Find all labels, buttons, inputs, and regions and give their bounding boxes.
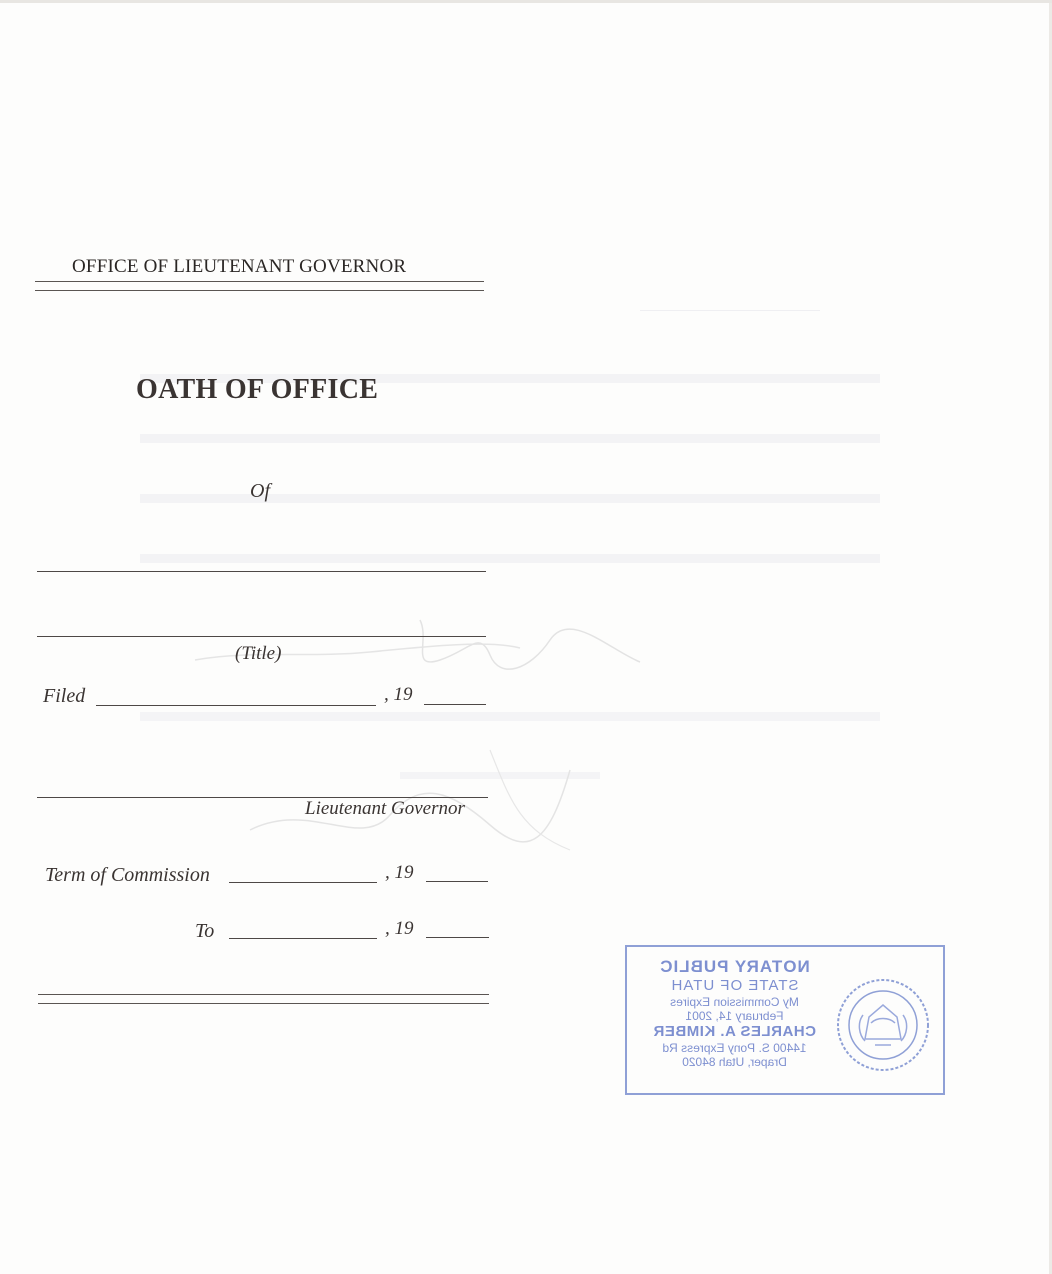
name-line[interactable] (37, 571, 486, 572)
term-start-line[interactable] (229, 882, 377, 883)
to-label: To (195, 920, 215, 942)
term-start-year-line[interactable] (426, 881, 488, 882)
term-end-year-line[interactable] (426, 937, 489, 938)
title-caption: (Title) (235, 643, 282, 664)
stamp-line: My Commission Expires (670, 994, 799, 1009)
stamp-line: Draper, Utah 84020 (682, 1054, 787, 1069)
stamp-line: NOTARY PUBLIC (659, 957, 810, 976)
bleed-through-line (640, 290, 820, 311)
heading-rule-bottom (35, 290, 484, 291)
title-line[interactable] (37, 636, 486, 637)
term-start-year-prefix: , 19 (385, 862, 414, 883)
stamp-line: 14400 S. Pony Express Rd (662, 1040, 807, 1055)
footer-rule-bottom (38, 1003, 489, 1004)
heading-rule-top (35, 281, 484, 282)
notary-stamp (625, 945, 945, 1095)
office-heading: OFFICE OF LIEUTENANT GOVERNOR (72, 256, 407, 277)
term-label: Term of Commission (45, 864, 210, 886)
filed-year-line[interactable] (424, 704, 486, 705)
of-label: Of (250, 480, 270, 502)
term-end-year-prefix: , 19 (385, 918, 414, 939)
stamp-line: February 14, 2001 (685, 1008, 784, 1023)
signer-caption: Lieutenant Governor (305, 798, 465, 819)
bleed-through-line (140, 422, 880, 443)
notary-stamp-text (637, 957, 832, 1069)
term-end-line[interactable] (229, 938, 377, 939)
bleed-through-line (140, 542, 880, 563)
filed-year-prefix: , 19 (384, 684, 413, 705)
bleed-through-signature (190, 600, 660, 880)
stamp-line: STATE OF UTAH (670, 977, 799, 995)
document-title: OATH OF OFFICE (136, 374, 379, 405)
filed-date-line[interactable] (96, 705, 376, 706)
state-seal-icon (835, 977, 931, 1073)
footer-rule-top (38, 994, 489, 995)
stamp-line: CHARLES A. KIMBER (653, 1023, 816, 1041)
filed-label: Filed (43, 685, 86, 707)
